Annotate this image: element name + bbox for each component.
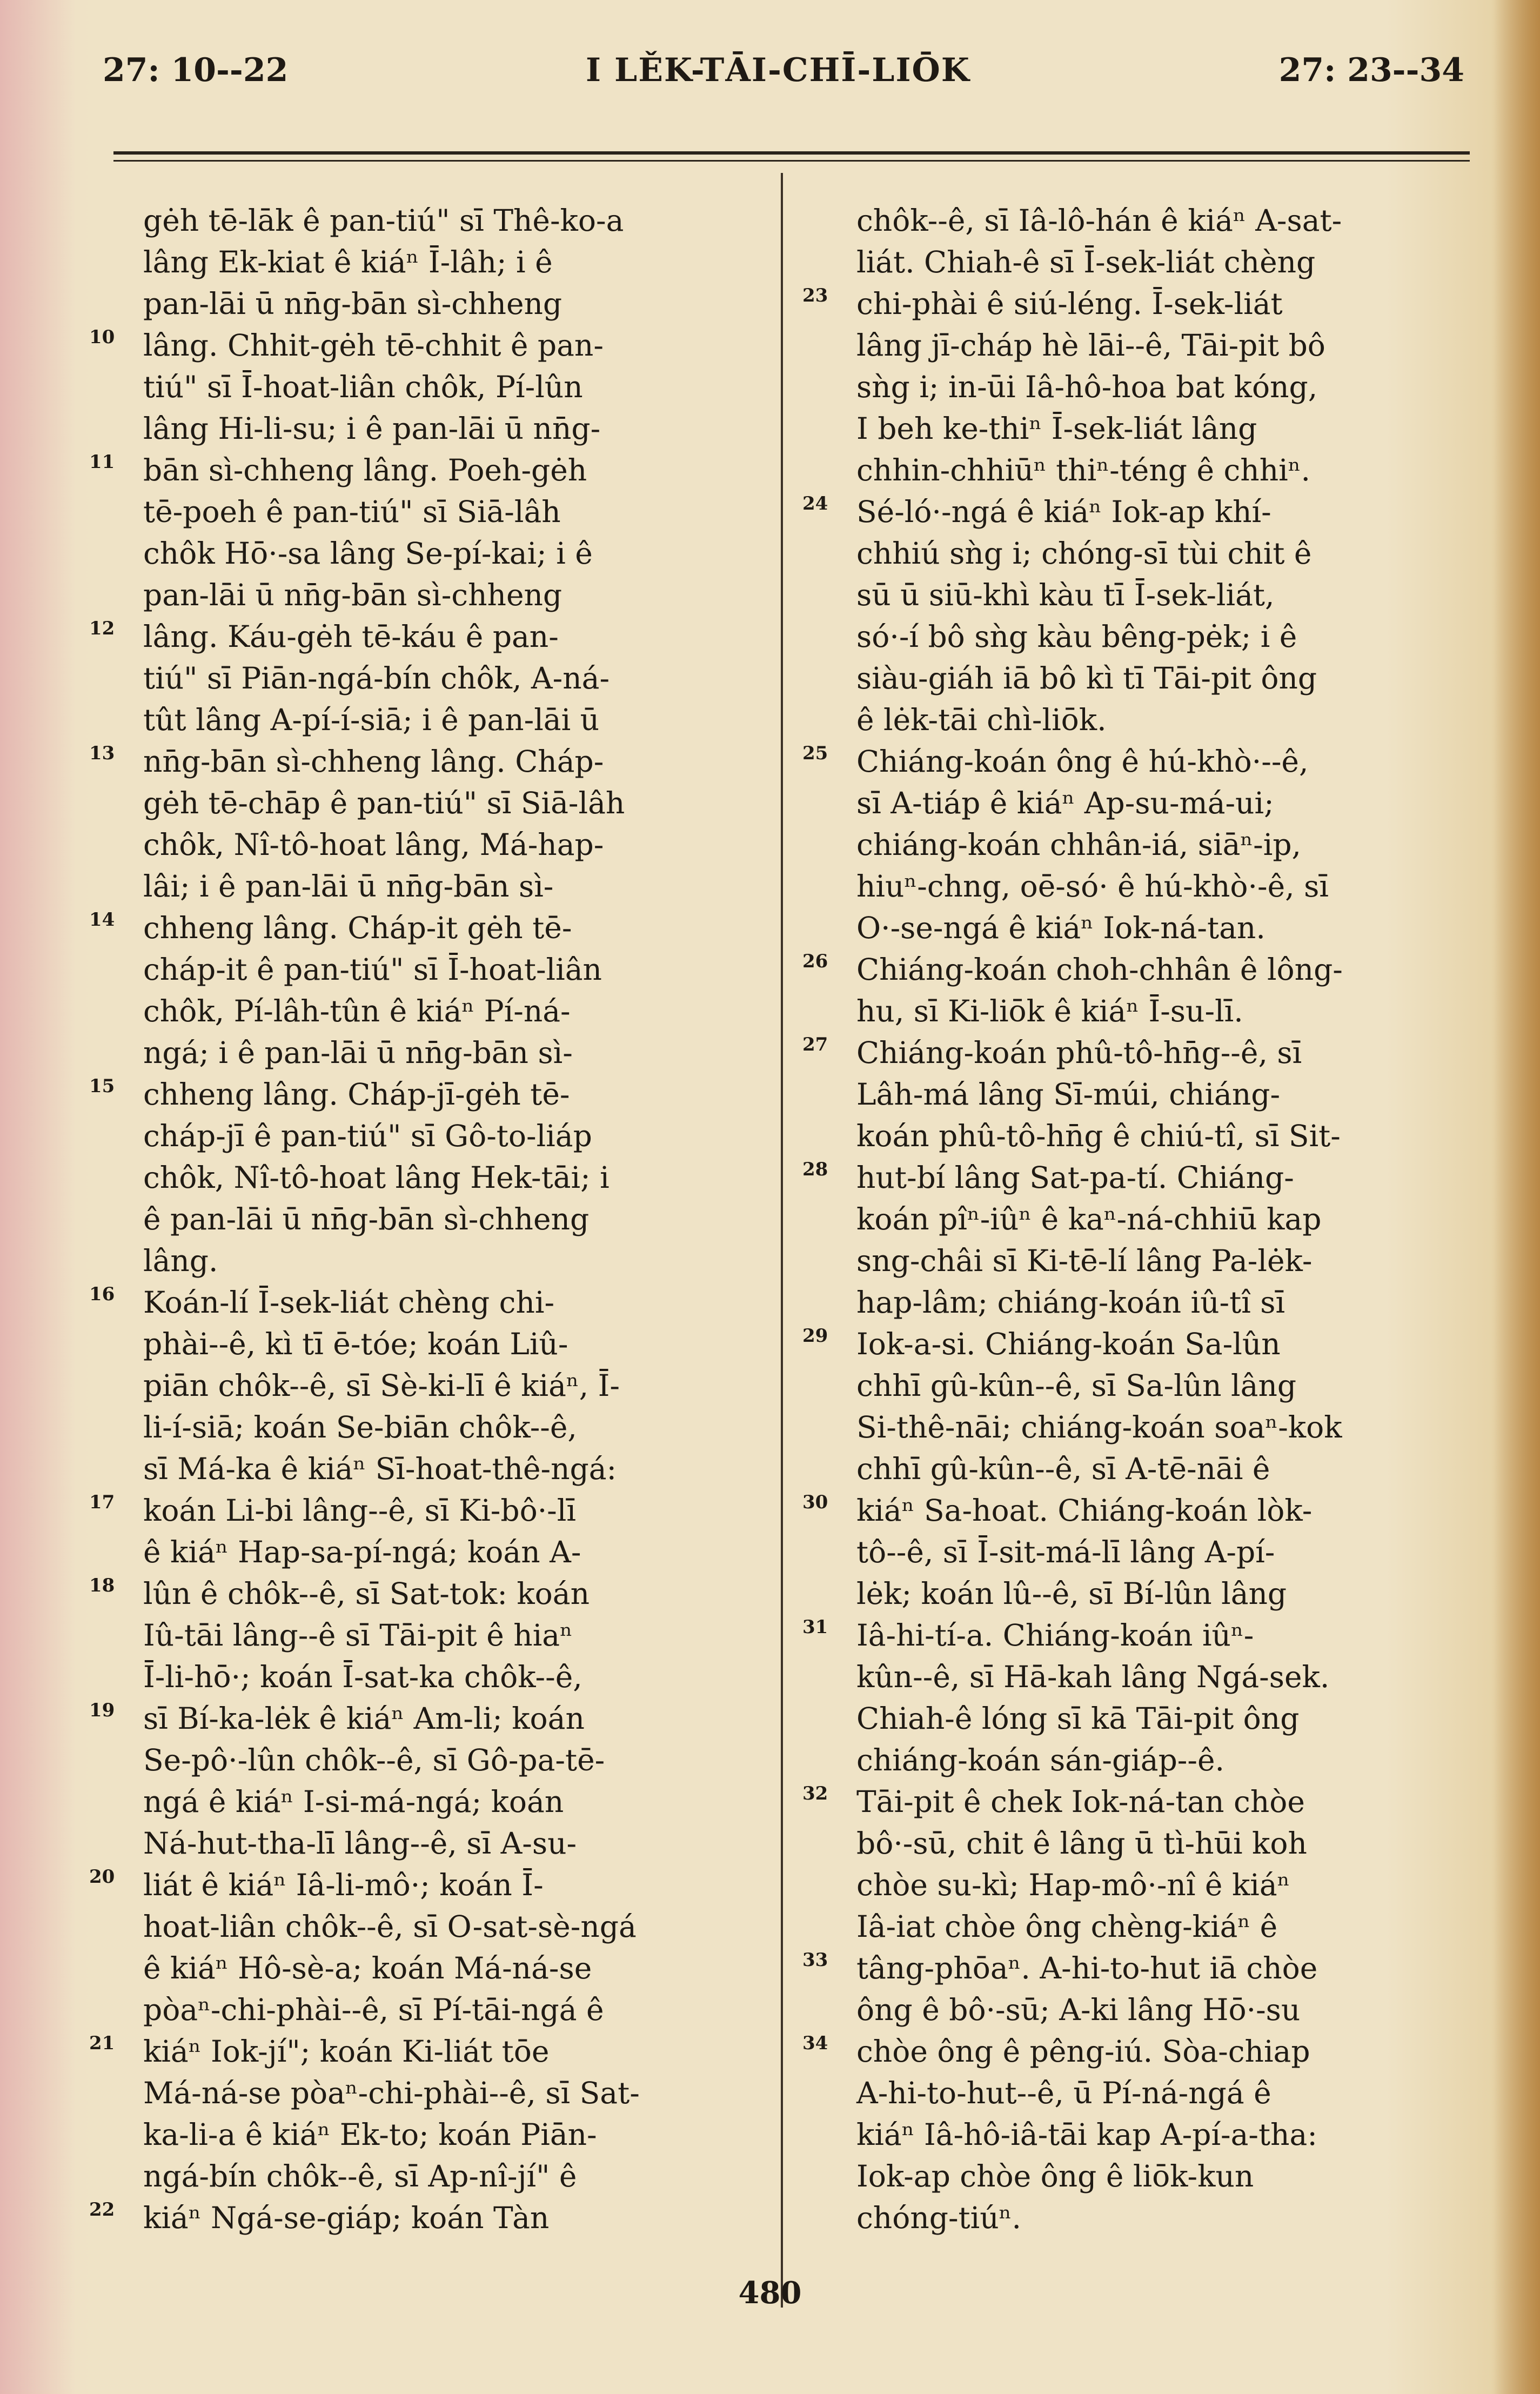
text-line: [143, 1823, 767, 1864]
verse-number: 25: [802, 743, 828, 764]
text-line: [143, 783, 767, 824]
line-text: ngá; i ê pan-lāi ū nn̄g-bān sì-: [143, 1035, 573, 1070]
text-line: [89, 2197, 767, 2239]
line-text: ngá ê kiáⁿ I-si-má-ngá; koán: [143, 1784, 564, 1819]
text-line: [802, 2031, 1467, 2072]
page-edge-right: [1491, 0, 1540, 2394]
line-text: lâng. Káu-gėh tē-káu ê pan-: [143, 619, 559, 654]
text-line: [89, 1074, 767, 1115]
header-rule: [113, 151, 1470, 155]
line-text: chheng lâng. Cháp-it gėh tē-: [143, 911, 572, 945]
line-text: sng-châi sī Ki-tē-lí lâng Pa-lėk-: [856, 1243, 1313, 1278]
text-line: [856, 1698, 1467, 1740]
verse-number: 12: [89, 618, 115, 639]
line-text: pan-lāi ū nn̄g-bān sì-chheng: [143, 578, 563, 612]
text-line: [143, 1240, 767, 1282]
text-line: [143, 1199, 767, 1240]
text-line: [802, 1615, 1467, 1656]
line-text: ông ê bô·-sū; A-ki lâng Hō·-su: [856, 1992, 1301, 2027]
text-line: [856, 1074, 1467, 1115]
text-line: [89, 450, 767, 491]
line-text: hap-lâm; chiáng-koán iû-tî sī: [856, 1285, 1285, 1320]
line-text: lâng.: [143, 1243, 218, 1278]
text-line: [143, 824, 767, 866]
line-text: chhin-chhiūⁿ thiⁿ-téng ê chhiⁿ.: [856, 453, 1310, 487]
verse-number: 23: [802, 285, 828, 306]
line-text: Ná-hut-tha-lī lâng--ê, sī A-su-: [143, 1826, 577, 1861]
verse-number: 13: [89, 743, 115, 764]
text-line: [143, 1906, 767, 1948]
verse-number: 24: [802, 493, 828, 514]
line-text: Iok-a-si. Chiáng-koán Sa-lûn: [856, 1327, 1281, 1361]
text-line: [143, 2156, 767, 2197]
line-text: Lâh-má lâng Sī-múi, chiáng-: [856, 1077, 1281, 1112]
text-line: [143, 200, 767, 242]
line-text: lėk; koán lû--ê, sī Bí-lûn lâng: [856, 1576, 1287, 1611]
text-line: [143, 533, 767, 574]
text-line: [143, 1157, 767, 1199]
line-text: siàu-giáh iā bô kì tī Tāi-pit ông: [856, 661, 1317, 696]
line-text: cháp-it ê pan-tiú" sī Ī-hoat-liân: [143, 952, 602, 987]
verse-number: 32: [802, 1783, 828, 1804]
line-text: tiú" sī Ī-hoat-liân chôk, Pí-lûn: [143, 370, 583, 404]
line-text: pòaⁿ-chi-phài--ê, sī Pí-tāi-ngá ê: [143, 1992, 604, 2027]
line-text: li-í-siā; koán Se-biān chôk--ê,: [143, 1410, 577, 1445]
text-line: [856, 2114, 1467, 2156]
text-line: [89, 1490, 767, 1532]
text-line: [856, 1282, 1467, 1323]
line-text: ka-li-a ê kiáⁿ Ek-to; koán Piān-: [143, 2117, 597, 2152]
text-line: [802, 741, 1467, 783]
line-text: lâng jī-cháp hè lāi--ê, Tāi-pit bô: [856, 328, 1325, 363]
line-text: A-hi-to-hut--ê, ū Pí-ná-ngá ê: [856, 2076, 1271, 2110]
line-text: ngá-bín chôk--ê, sī Ap-nî-jí" ê: [143, 2159, 577, 2194]
text-line: [802, 1032, 1467, 1074]
text-line: [143, 1448, 767, 1490]
header-left-reference: 27: 10--22: [103, 51, 289, 89]
line-text: Chiáng-koán ông ê hú-khò·--ê,: [856, 744, 1309, 779]
text-line: [856, 1199, 1467, 1240]
line-text: lâi; i ê pan-lāi ū nn̄g-bān sì-: [143, 869, 554, 904]
page-number: 480: [738, 2275, 802, 2311]
text-line: [856, 1740, 1467, 1781]
text-line: [89, 741, 767, 783]
text-line: [143, 574, 767, 616]
text-line: [856, 1407, 1467, 1448]
text-line: [856, 200, 1467, 242]
text-line: [856, 1573, 1467, 1615]
line-text: chóng-tiúⁿ.: [856, 2201, 1021, 2235]
text-line: [856, 1365, 1467, 1407]
line-text: chòe ông ê pêng-iú. Sòa-chiap: [856, 2034, 1310, 2069]
text-line: [89, 616, 767, 658]
line-text: Si-thê-nāi; chiáng-koán soaⁿ-kok: [856, 1410, 1342, 1445]
text-line: [802, 949, 1467, 991]
line-text: kiáⁿ Iâ-hô-iâ-tāi kap A-pí-a-tha:: [856, 2117, 1317, 2152]
text-line: [856, 824, 1467, 866]
text-line: [143, 1365, 767, 1407]
text-line: [143, 1656, 767, 1698]
verse-number: 16: [89, 1283, 115, 1305]
text-line: [856, 907, 1467, 949]
text-line: [856, 616, 1467, 658]
verse-number: 26: [802, 951, 828, 972]
line-text: chiáng-koán sán-giáp--ê.: [856, 1743, 1224, 1777]
line-text: chi-phài ê siú-léng. Ī-sek-liát: [856, 286, 1283, 321]
text-line: [856, 1115, 1467, 1157]
line-text: gėh tē-lāk ê pan-tiú" sī Thê-ko-a: [143, 203, 624, 238]
line-text: Sé-ló·-ngá ê kiáⁿ Iok-ap khí-: [856, 494, 1271, 529]
text-line: [143, 1115, 767, 1157]
line-text: chiáng-koán chhân-iá, siāⁿ-ip,: [856, 827, 1302, 862]
text-line: [143, 283, 767, 325]
text-line: [856, 1823, 1467, 1864]
line-text: nn̄g-bān sì-chheng lâng. Cháp-: [143, 744, 604, 779]
text-line: [143, 491, 767, 533]
line-text: chheng lâng. Cháp-jī-gėh tē-: [143, 1077, 570, 1112]
verse-number: 19: [89, 1700, 115, 1721]
verse-number: 29: [802, 1325, 828, 1347]
text-line: [856, 1240, 1467, 1282]
line-text: bô·-sū, chit ê lâng ū tì-hūi koh: [856, 1826, 1307, 1861]
line-text: sī Má-ka ê kiáⁿ Sī-hoat-thê-ngá:: [143, 1452, 617, 1486]
verse-number: 22: [89, 2199, 115, 2221]
column-divider: [781, 173, 783, 2308]
text-line: [856, 450, 1467, 491]
line-text: tē-poeh ê pan-tiú" sī Siā-lâh: [143, 494, 561, 529]
line-text: hu, sī Ki-liōk ê kiáⁿ Ī-su-lī.: [856, 994, 1243, 1028]
line-text: sī Bí-ka-lėk ê kiáⁿ Am-li; koán: [143, 1701, 585, 1736]
line-text: ê pan-lāi ū nn̄g-bān sì-chheng: [143, 1202, 590, 1236]
text-line: [856, 574, 1467, 616]
line-text: Iâ-iat chòe ông chèng-kiáⁿ ê: [856, 1909, 1278, 1944]
line-text: Iû-tāi lâng--ê sī Tāi-pit ê hiaⁿ: [143, 1618, 573, 1653]
text-line: [143, 366, 767, 408]
text-line: [856, 2197, 1467, 2239]
line-text: bān sì-chheng lâng. Poeh-gėh: [143, 453, 587, 487]
text-line: [89, 1282, 767, 1323]
text-line: [143, 1740, 767, 1781]
text-line: [89, 1698, 767, 1740]
text-line: [856, 1989, 1467, 2031]
line-text: kiáⁿ Sa-hoat. Chiáng-koán lòk-: [856, 1493, 1313, 1528]
text-line: [143, 1989, 767, 2031]
line-text: Koán-lí Ī-sek-liát chèng chi-: [143, 1285, 555, 1320]
text-line: [856, 1656, 1467, 1698]
verse-number: 14: [89, 909, 115, 931]
line-text: hiuⁿ-chng, oē-só· ê hú-khò·-ê, sī: [856, 869, 1329, 904]
text-line: [143, 1407, 767, 1448]
left-text-column: [89, 200, 767, 2239]
text-line: [143, 1948, 767, 1989]
text-line: [143, 408, 767, 450]
line-text: tiú" sī Piān-ngá-bín chôk, A-ná-: [143, 661, 610, 696]
text-line: [143, 949, 767, 991]
header-rule-thin: [113, 160, 1470, 162]
line-text: tût lâng A-pí-í-siā; i ê pan-lāi ū: [143, 703, 600, 737]
text-line: [802, 1323, 1467, 1365]
line-text: liát. Chiah-ê sī Ī-sek-liát chèng: [856, 245, 1316, 279]
text-line: [856, 325, 1467, 366]
text-line: [143, 866, 767, 907]
line-text: chhiú sǹg i; chóng-sī tùi chit ê: [856, 536, 1312, 571]
verse-number: 18: [89, 1575, 115, 1596]
line-text: liát ê kiáⁿ Iâ-li-mô·; koán Ī-: [143, 1868, 544, 1902]
verse-number: 34: [802, 2032, 828, 2054]
verse-number: 28: [802, 1159, 828, 1180]
line-text: Chiáng-koán choh-chhân ê lông-: [856, 952, 1343, 987]
line-text: chôk, Pí-lâh-tûn ê kiáⁿ Pí-ná-: [143, 994, 571, 1028]
text-line: [856, 1906, 1467, 1948]
line-text: ê lėk-tāi chì-liōk.: [856, 703, 1107, 737]
text-line: [856, 2072, 1467, 2114]
running-header: [92, 51, 1464, 111]
line-text: Tāi-pit ê chek Iok-ná-tan chòe: [856, 1784, 1305, 1819]
text-line: [143, 991, 767, 1032]
line-text: lâng Ek-kiat ê kiáⁿ Ī-lâh; i ê: [143, 245, 553, 279]
text-line: [89, 1864, 767, 1906]
verse-number: 20: [89, 1866, 115, 1888]
line-text: ê kiáⁿ Hap-sa-pí-ngá; koán A-: [143, 1535, 581, 1569]
text-line: [802, 1781, 1467, 1823]
line-text: tâng-phōaⁿ. A-hi-to-hut iā chòe: [856, 1951, 1318, 1985]
text-line: [143, 1532, 767, 1573]
line-text: chòe su-kì; Hap-mô·-nî ê kiáⁿ: [856, 1868, 1290, 1902]
line-text: Chiah-ê lóng sī kā Tāi-pit ông: [856, 1701, 1300, 1736]
verse-number: 17: [89, 1492, 115, 1513]
text-line: [856, 242, 1467, 283]
verse-number: 33: [802, 1949, 828, 1971]
line-text: hoat-liân chôk--ê, sī O-sat-sè-ngá: [143, 1909, 637, 1944]
text-line: [856, 2156, 1467, 2197]
line-text: kiáⁿ Iok-jí"; koán Ki-liát tōe: [143, 2034, 550, 2069]
text-line: [856, 658, 1467, 699]
text-line: [89, 325, 767, 366]
text-line: [856, 366, 1467, 408]
line-text: piān chôk--ê, sī Sè-ki-lī ê kiáⁿ, Ī-: [143, 1368, 620, 1403]
text-line: [143, 1615, 767, 1656]
verse-number: 15: [89, 1075, 115, 1097]
text-line: [856, 1532, 1467, 1573]
line-text: sī A-tiáp ê kiáⁿ Ap-su-má-ui;: [856, 786, 1274, 820]
text-line: [143, 699, 767, 741]
line-text: chhī gû-kûn--ê, sī A-tē-nāi ê: [856, 1452, 1270, 1486]
text-line: [802, 283, 1467, 325]
line-text: Ī-li-hō·; koán Ī-sat-ka chôk--ê,: [143, 1660, 582, 1694]
verse-number: 27: [802, 1034, 828, 1055]
header-right-reference: 27: 23--34: [1278, 51, 1464, 89]
text-line: [143, 2114, 767, 2156]
line-text: cháp-jī ê pan-tiú" sī Gô-to-liáp: [143, 1119, 592, 1153]
text-line: [856, 1864, 1467, 1906]
text-line: [143, 242, 767, 283]
header-book-title: I LĚK-TĀI-CHĪ-LIŌK: [586, 51, 970, 89]
line-text: I beh ke-thiⁿ Ī-sek-liát lâng: [856, 411, 1257, 446]
text-line: [89, 2031, 767, 2072]
line-text: só·-í bô sǹg kàu bêng-pėk; i ê: [856, 619, 1297, 654]
line-text: sū ū siū-khì kàu tī Ī-sek-liát,: [856, 578, 1275, 612]
line-text: hut-bí lâng Sat-pa-tí. Chiáng-: [856, 1160, 1294, 1195]
line-text: koán phû-tô-hn̄g ê chiú-tî, sī Sit-: [856, 1119, 1341, 1153]
text-line: [856, 1448, 1467, 1490]
text-line: [89, 907, 767, 949]
verse-number: 11: [89, 451, 115, 473]
text-line: [143, 2072, 767, 2114]
line-text: lûn ê chôk--ê, sī Sat-tok: koán: [143, 1576, 590, 1611]
text-line: [856, 408, 1467, 450]
verse-number: 10: [89, 326, 115, 348]
line-text: gėh tē-chāp ê pan-tiú" sī Siā-lâh: [143, 786, 625, 820]
line-text: Iok-ap chòe ông ê liōk-kun: [856, 2159, 1254, 2194]
line-text: koán pîⁿ-iûⁿ ê kaⁿ-ná-chhiū kap: [856, 1202, 1322, 1236]
text-line: [802, 1490, 1467, 1532]
line-text: Má-ná-se pòaⁿ-chi-phài--ê, sī Sat-: [143, 2076, 640, 2110]
text-line: [89, 1573, 767, 1615]
line-text: ê kiáⁿ Hô-sè-a; koán Má-ná-se: [143, 1951, 592, 1985]
line-text: chôk, Nî-tô-hoat lâng, Má-hap-: [143, 827, 604, 862]
text-line: [856, 866, 1467, 907]
line-text: Se-pô·-lûn chôk--ê, sī Gô-pa-tē-: [143, 1743, 605, 1777]
text-line: [856, 991, 1467, 1032]
text-line: [856, 699, 1467, 741]
line-text: pan-lāi ū nn̄g-bān sì-chheng: [143, 286, 563, 321]
text-line: [802, 1157, 1467, 1199]
line-text: chôk, Nî-tô-hoat lâng Hek-tāi; i: [143, 1160, 610, 1195]
line-text: kûn--ê, sī Hā-kah lâng Ngá-sek.: [856, 1660, 1330, 1694]
line-text: tô--ê, sī Ī-sit-má-lī lâng A-pí-: [856, 1535, 1275, 1569]
line-text: chhī gû-kûn--ê, sī Sa-lûn lâng: [856, 1368, 1297, 1403]
line-text: sǹg i; in-ūi Iâ-hô-hoa bat kóng,: [856, 370, 1318, 404]
text-line: [856, 533, 1467, 574]
verse-number: 21: [89, 2032, 115, 2054]
line-text: chôk Hō·-sa lâng Se-pí-kai; i ê: [143, 536, 593, 571]
line-text: phài--ê, kì tī ē-tóe; koán Liû-: [143, 1327, 568, 1361]
text-line: [802, 1948, 1467, 1989]
text-line: [143, 1323, 767, 1365]
line-text: lâng Hi-li-su; i ê pan-lāi ū nn̄g-: [143, 411, 601, 446]
line-text: kiáⁿ Ngá-se-giáp; koán Tàn: [143, 2201, 550, 2235]
text-line: [143, 1781, 767, 1823]
line-text: chôk--ê, sī Iâ-lô-hán ê kiáⁿ A-sat-: [856, 203, 1342, 238]
line-text: Chiáng-koán phû-tô-hn̄g--ê, sī: [856, 1035, 1302, 1070]
text-line: [143, 1032, 767, 1074]
line-text: Iâ-hi-tí-a. Chiáng-koán iûⁿ-: [856, 1618, 1254, 1653]
verse-number: 30: [802, 1492, 828, 1513]
line-text: koán Li-bi lâng--ê, sī Ki-bô·-lī: [143, 1493, 576, 1528]
verse-number: 31: [802, 1616, 828, 1638]
text-line: [802, 491, 1467, 533]
right-text-column: [802, 200, 1467, 2239]
text-line: [856, 783, 1467, 824]
text-line: [143, 658, 767, 699]
line-text: lâng. Chhit-gėh tē-chhit ê pan-: [143, 328, 604, 363]
line-text: O·-se-ngá ê kiáⁿ Iok-ná-tan.: [856, 911, 1266, 945]
page-edge-left: [0, 0, 76, 2394]
